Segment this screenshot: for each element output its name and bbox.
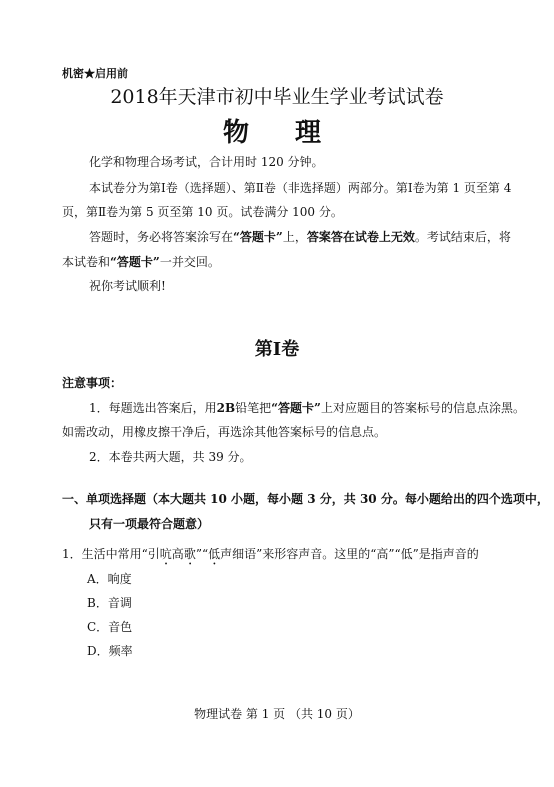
intro-line-2: 本试卷分为第Ⅰ卷（选择题）、第Ⅱ卷（非选择题）两部分。第Ⅰ卷为第 1 页至第 4 xyxy=(89,181,512,195)
pencil-type: 2B xyxy=(216,401,236,415)
answer-card-term: “答题卡” xyxy=(271,401,321,415)
intro-line-4 xyxy=(89,229,511,245)
notice-title: 注意事项： xyxy=(62,376,123,390)
intro-line-4-part-a: 答题时，务必将答案涂写在 xyxy=(89,230,234,244)
intro-line-5-part-c: 一并交回。 xyxy=(159,255,220,269)
intro-line-5 xyxy=(62,254,220,270)
question-1-option-a: A．响度 xyxy=(87,572,132,586)
notice-1-line-2: 如需改动，用橡皮擦干净后，再选涂其他答案标号的信息点。 xyxy=(62,425,387,439)
notice-2: 2．本卷共两大题，共 39 分。 xyxy=(89,450,252,464)
confidential-label: 机密★启用前 xyxy=(62,67,128,80)
question-1-option-d: D．频率 xyxy=(87,644,133,658)
notice-1-part-a: 1．每题选出答案后，用 xyxy=(89,401,217,415)
question-1-stem-part-b: 高 xyxy=(171,547,184,561)
notice-1-part-e: 上对应题目的答案标号的信息点涂黑。 xyxy=(320,401,525,415)
exam-title: 2018年天津市初中毕业生学业考试试卷 xyxy=(110,86,444,108)
intro-line-3: 页，第Ⅱ卷为第 5 页至第 10 页。试卷满分 100 分。 xyxy=(62,205,343,219)
section-1-heading: 一、单项选择题（本大题共 10 小题，每小题 3 分，共 30 分。每小题给出的四个选项中， xyxy=(62,492,549,506)
intro-line-4-part-e: 。考试结束后，将 xyxy=(414,230,511,244)
answer-card-term: “答题卡” xyxy=(110,255,160,269)
question-1-stem-part-c: ”“ xyxy=(195,547,209,561)
question-1-stem xyxy=(62,546,479,568)
section-1-heading-line-2: 只有一项最符合题意） xyxy=(89,517,210,531)
question-1-stem-part-a: 1．生活中常用“引 xyxy=(62,547,160,561)
part-1-title: 第Ⅰ卷 xyxy=(254,339,300,360)
page-footer: 物理试卷 第 1 页 （共 10 页） xyxy=(194,707,360,721)
emphasis-char: 歌 xyxy=(183,547,196,561)
invalid-answer-warning: 答案答在试卷上无效 xyxy=(306,230,415,244)
answer-card-term: “答题卡” xyxy=(233,230,283,244)
emphasis-char: 吭 xyxy=(159,547,172,561)
question-1-option-c: C．音色 xyxy=(87,620,133,634)
good-luck-line: 祝你考试顺利! xyxy=(89,279,166,293)
intro-line-5-part-a: 本试卷和 xyxy=(62,255,111,269)
intro-line-4-part-c: 上， xyxy=(282,230,307,244)
question-1-option-b: B．音调 xyxy=(87,596,132,610)
intro-line-1: 化学和物理合场考试，合计用时 120 分钟。 xyxy=(89,155,324,169)
notice-1 xyxy=(89,400,525,416)
subject-title: 物 理 xyxy=(222,118,331,148)
notice-1-part-c: 铅笔把 xyxy=(235,401,272,415)
emphasis-char: 低 xyxy=(208,547,221,561)
question-1-stem-part-d: 声细语”来形容声音。这里的“高”“低”是指声音的 xyxy=(220,547,479,561)
